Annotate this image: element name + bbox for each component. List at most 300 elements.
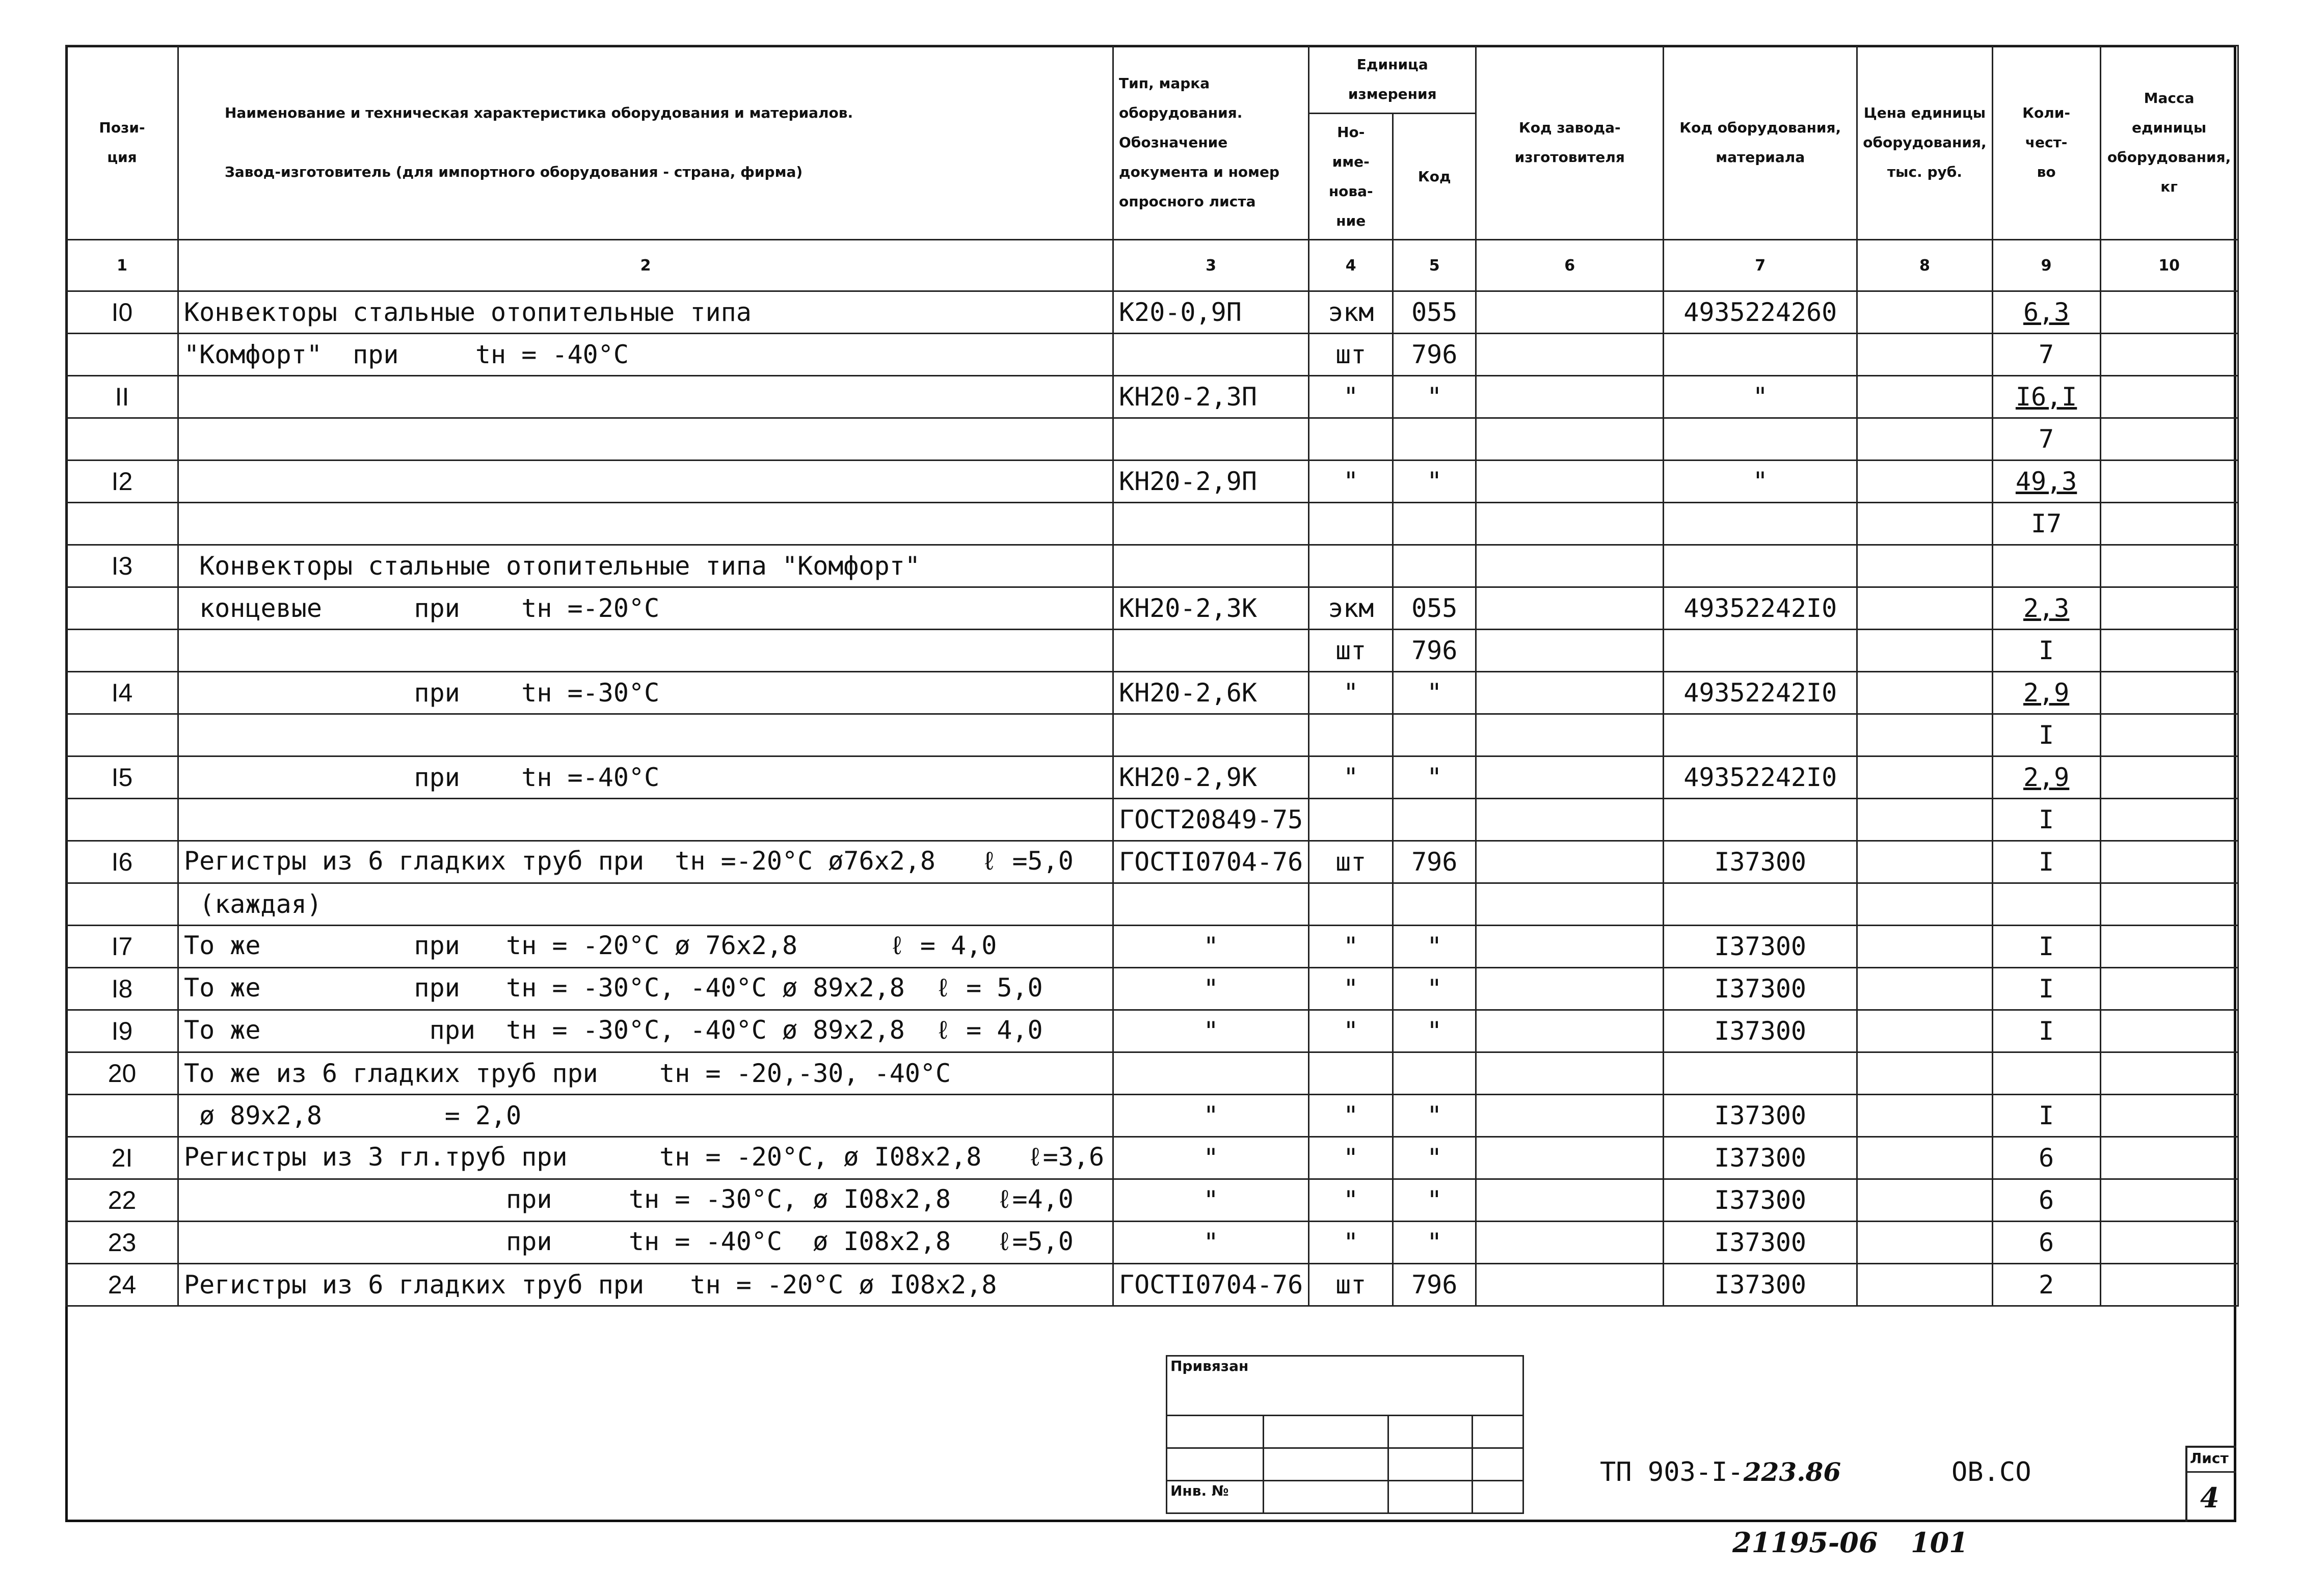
cell-mass: [2100, 672, 2238, 714]
cell-type: ": [1113, 1095, 1309, 1137]
cell-qty: [1992, 545, 2100, 587]
cell-mass: [2100, 841, 2238, 883]
cell-unit: [1309, 418, 1393, 461]
col-header-equipment-code: Код оборудования, материала: [1664, 46, 1857, 240]
cell-pos: I5: [66, 756, 178, 799]
cell-unit: шт: [1309, 630, 1393, 672]
cell-ucode: 796: [1393, 630, 1476, 672]
cell-code: I37300: [1664, 1095, 1857, 1137]
cell-qty: [1992, 968, 2100, 1010]
quantity-value: I: [2039, 1101, 2054, 1130]
col-number: 2: [178, 240, 1113, 291]
table-row: [66, 418, 2238, 461]
cell-plant: [1476, 714, 1664, 756]
cell-name: при tн =-40°C: [178, 756, 1113, 799]
cell-plant: [1476, 418, 1664, 461]
cell-unit: экм: [1309, 291, 1393, 334]
cell-unit: [1309, 503, 1393, 545]
cell-ucode: 055: [1393, 291, 1476, 334]
table-row: [66, 1179, 2238, 1222]
cell-mass: [2100, 883, 2238, 926]
table-row: [66, 926, 2238, 968]
cell-pos: I3: [66, 545, 178, 587]
archive-page: 101: [1911, 1526, 1968, 1559]
cell-type: [1113, 630, 1309, 672]
cell-ucode: ": [1393, 376, 1476, 418]
cell-name: То же при tн = -20°C ø 76x2,8 ℓ = 4,0: [178, 926, 1113, 968]
cell-pos: 22: [66, 1179, 178, 1222]
table-row: [66, 291, 2238, 334]
cell-ucode: ": [1393, 926, 1476, 968]
quantity-value: I6,I: [2015, 382, 2077, 412]
cell-type: ГОСТI0704-76: [1113, 841, 1309, 883]
archive-number: 21195-06: [1732, 1526, 1878, 1559]
cell-mass: [2100, 968, 2238, 1010]
cell-unit: [1309, 714, 1393, 756]
cell-qty: [1992, 376, 2100, 418]
doc-code-handwritten: 223.86: [1743, 1457, 1841, 1487]
col-header-price: Цена единицы оборудования, тыс. руб.: [1857, 46, 1992, 240]
table-row: [66, 461, 2238, 503]
cell-code: 49352242I0: [1664, 587, 1857, 630]
cell-price: [1857, 461, 1992, 503]
cell-price: [1857, 1137, 1992, 1179]
cell-plant: [1476, 1179, 1664, 1222]
cell-name: [178, 461, 1113, 503]
cell-type: [1113, 545, 1309, 587]
col-header-mass: Масса единицы оборудования, кг: [2100, 46, 2238, 240]
cell-code: [1664, 1052, 1857, 1095]
quantity-value: 2,9: [2023, 763, 2070, 792]
cell-mass: [2100, 545, 2238, 587]
cell-price: [1857, 1179, 1992, 1222]
quantity-value: 6: [2039, 1228, 2054, 1257]
cell-name: (каждая): [178, 883, 1113, 926]
col-header-unit-group: Единица измерения: [1309, 46, 1476, 114]
cell-pos: 20: [66, 1052, 178, 1095]
cell-mass: [2100, 630, 2238, 672]
cell-ucode: ": [1393, 672, 1476, 714]
cell-pos: II: [66, 376, 178, 418]
col-number: 9: [1992, 240, 2100, 291]
cell-code: I37300: [1664, 1137, 1857, 1179]
cell-pos: [66, 418, 178, 461]
table-row: [66, 1052, 2238, 1095]
cell-mass: [2100, 799, 2238, 841]
cell-name: [178, 503, 1113, 545]
col-number: 7: [1664, 240, 1857, 291]
quantity-value: I: [2039, 805, 2054, 834]
cell-mass: [2100, 291, 2238, 334]
cell-type: КН20-2,9П: [1113, 461, 1309, 503]
cell-qty: [1992, 1264, 2100, 1306]
quantity-value: 2,9: [2023, 678, 2070, 708]
cell-price: [1857, 587, 1992, 630]
cell-ucode: [1393, 1052, 1476, 1095]
cell-name: "Комфорт" при tн = -40°C: [178, 334, 1113, 376]
cell-type: ": [1113, 1179, 1309, 1222]
cell-pos: [66, 883, 178, 926]
cell-plant: [1476, 334, 1664, 376]
quantity-value: 2,3: [2023, 593, 2070, 623]
col-header-unit-name: Но- име- нова- ние: [1309, 114, 1393, 240]
cell-unit: [1309, 883, 1393, 926]
cell-ucode: 055: [1393, 587, 1476, 630]
cell-code: [1664, 630, 1857, 672]
cell-mass: [2100, 1137, 2238, 1179]
cell-name: Регистры из 6 гладких труб при tн =-20°C ø76x2,8 ℓ =5,0: [178, 841, 1113, 883]
table-row: [66, 1264, 2238, 1306]
cell-qty: [1992, 503, 2100, 545]
table-row: [66, 630, 2238, 672]
cell-qty: [1992, 714, 2100, 756]
cell-mass: [2100, 376, 2238, 418]
cell-ucode: [1393, 799, 1476, 841]
cell-name: концевые при tн =-20°C: [178, 587, 1113, 630]
cell-type: [1113, 334, 1309, 376]
col-number: 6: [1476, 240, 1664, 291]
quantity-value: 49,3: [2015, 467, 2077, 496]
cell-unit: ": [1309, 1137, 1393, 1179]
cell-price: [1857, 1222, 1992, 1264]
cell-code: ": [1664, 376, 1857, 418]
cell-ucode: ": [1393, 1137, 1476, 1179]
cell-pos: 2I: [66, 1137, 178, 1179]
cell-mass: [2100, 1010, 2238, 1052]
cell-plant: [1476, 672, 1664, 714]
cell-type: ": [1113, 968, 1309, 1010]
cell-ucode: ": [1393, 1222, 1476, 1264]
cell-plant: [1476, 883, 1664, 926]
table-row: [66, 1222, 2238, 1264]
table-row: [66, 799, 2238, 841]
cell-mass: [2100, 587, 2238, 630]
cell-pos: [66, 334, 178, 376]
table-row: [66, 503, 2238, 545]
cell-type: [1113, 418, 1309, 461]
cell-unit: ": [1309, 1095, 1393, 1137]
cell-unit: ": [1309, 376, 1393, 418]
table-row: [66, 883, 2238, 926]
cell-code: I37300: [1664, 1264, 1857, 1306]
cell-name: при tн =-30°C: [178, 672, 1113, 714]
cell-type: КН20-2,9К: [1113, 756, 1309, 799]
cell-pos: [66, 503, 178, 545]
cell-mass: [2100, 334, 2238, 376]
cell-price: [1857, 883, 1992, 926]
cell-type: ": [1113, 1010, 1309, 1052]
cell-code: [1664, 334, 1857, 376]
cell-pos: [66, 587, 178, 630]
cell-unit: ": [1309, 968, 1393, 1010]
cell-price: [1857, 672, 1992, 714]
cell-unit: [1309, 799, 1393, 841]
sheet-label: Лист: [2190, 1450, 2229, 1467]
col-number: 8: [1857, 240, 1992, 291]
cell-code: 49352242I0: [1664, 756, 1857, 799]
cell-type: [1113, 714, 1309, 756]
cell-price: [1857, 334, 1992, 376]
column-number-row: [66, 240, 2238, 291]
cell-unit: ": [1309, 1179, 1393, 1222]
cell-qty: [1992, 926, 2100, 968]
cell-ucode: ": [1393, 1095, 1476, 1137]
binding-stamp: [1166, 1355, 1524, 1514]
cell-pos: [66, 1095, 178, 1137]
cell-unit: ": [1309, 461, 1393, 503]
col-number: 1: [66, 240, 178, 291]
col-number: 3: [1113, 240, 1309, 291]
cell-pos: 24: [66, 1264, 178, 1306]
cell-pos: 23: [66, 1222, 178, 1264]
cell-code: [1664, 883, 1857, 926]
cell-qty: [1992, 291, 2100, 334]
cell-code: I37300: [1664, 968, 1857, 1010]
cell-qty: [1992, 334, 2100, 376]
quantity-value: 6: [2039, 1185, 2054, 1215]
cell-mass: [2100, 714, 2238, 756]
cell-name: при tн = -40°C ø I08x2,8 ℓ=5,0: [178, 1222, 1113, 1264]
table-row: [66, 1095, 2238, 1137]
table-row: [66, 672, 2238, 714]
quantity-value: I: [2039, 974, 2054, 1004]
cell-type: [1113, 503, 1309, 545]
cell-mass: [2100, 926, 2238, 968]
cell-unit: шт: [1309, 841, 1393, 883]
cell-unit: ": [1309, 1010, 1393, 1052]
cell-price: [1857, 1052, 1992, 1095]
cell-plant: [1476, 1264, 1664, 1306]
quantity-value: I: [2039, 932, 2054, 961]
cell-name: Конвекторы стальные отопительные типа "Комфорт": [178, 545, 1113, 587]
col-header-name: Наименование и техническая характеристика оборудования и материалов. Завод-изготовитель (для импортного оборудования - страна, фирма): [178, 46, 1113, 240]
quantity-value: 2: [2039, 1270, 2054, 1300]
cell-ucode: 796: [1393, 841, 1476, 883]
cell-mass: [2100, 1222, 2238, 1264]
cell-code: I37300: [1664, 926, 1857, 968]
quantity-value: 7: [2039, 340, 2054, 369]
cell-qty: [1992, 461, 2100, 503]
cell-name: [178, 630, 1113, 672]
cell-pos: I9: [66, 1010, 178, 1052]
cell-qty: [1992, 630, 2100, 672]
cell-plant: [1476, 1052, 1664, 1095]
cell-price: [1857, 756, 1992, 799]
cell-qty: [1992, 841, 2100, 883]
cell-qty: [1992, 1222, 2100, 1264]
cell-type: ГОСТI0704-76: [1113, 1264, 1309, 1306]
col-number: 10: [2100, 240, 2238, 291]
cell-name: при tн = -30°C, ø I08x2,8 ℓ=4,0: [178, 1179, 1113, 1222]
cell-plant: [1476, 587, 1664, 630]
cell-price: [1857, 376, 1992, 418]
cell-plant: [1476, 630, 1664, 672]
cell-unit: шт: [1309, 334, 1393, 376]
cell-mass: [2100, 503, 2238, 545]
quantity-value: 6: [2039, 1143, 2054, 1173]
cell-unit: ": [1309, 756, 1393, 799]
cell-plant: [1476, 1137, 1664, 1179]
cell-unit: [1309, 545, 1393, 587]
cell-plant: [1476, 968, 1664, 1010]
cell-ucode: ": [1393, 1179, 1476, 1222]
cell-price: [1857, 799, 1992, 841]
cell-plant: [1476, 841, 1664, 883]
cell-plant: [1476, 1095, 1664, 1137]
cell-code: I37300: [1664, 841, 1857, 883]
col-header-type: Тип, марка оборудования. Обозначение документа и номер опросного листа: [1113, 46, 1309, 240]
table-row: [66, 376, 2238, 418]
cell-code: I37300: [1664, 1010, 1857, 1052]
cell-name: То же при tн = -30°C, -40°C ø 89x2,8 ℓ = 4,0: [178, 1010, 1113, 1052]
cell-price: [1857, 926, 1992, 968]
cell-type: КН20-2,3П: [1113, 376, 1309, 418]
cell-ucode: ": [1393, 461, 1476, 503]
cell-price: [1857, 1264, 1992, 1306]
cell-qty: [1992, 1137, 2100, 1179]
cell-plant: [1476, 291, 1664, 334]
cell-code: 4935224260: [1664, 291, 1857, 334]
cell-type: ": [1113, 1137, 1309, 1179]
quantity-value: I: [2039, 847, 2054, 877]
cell-qty: [1992, 672, 2100, 714]
cell-type: КН20-2,3К: [1113, 587, 1309, 630]
cell-code: [1664, 799, 1857, 841]
cell-ucode: [1393, 418, 1476, 461]
cell-ucode: [1393, 714, 1476, 756]
header-row: [66, 46, 2238, 114]
cell-qty: [1992, 799, 2100, 841]
cell-name: [178, 418, 1113, 461]
cell-plant: [1476, 1010, 1664, 1052]
cell-code: [1664, 503, 1857, 545]
table-row: [66, 968, 2238, 1010]
cell-name: Регистры из 6 гладких труб при tн = -20°C ø I08x2,8: [178, 1264, 1113, 1306]
cell-name: [178, 799, 1113, 841]
cell-ucode: 796: [1393, 1264, 1476, 1306]
cell-unit: экм: [1309, 587, 1393, 630]
cell-name: То же при tн = -30°C, -40°C ø 89x2,8 ℓ = 5,0: [178, 968, 1113, 1010]
cell-mass: [2100, 1264, 2238, 1306]
cell-price: [1857, 545, 1992, 587]
cell-mass: [2100, 756, 2238, 799]
table-row: [66, 334, 2238, 376]
cell-pos: [66, 714, 178, 756]
cell-mass: [2100, 461, 2238, 503]
cell-pos: I0: [66, 291, 178, 334]
cell-price: [1857, 1095, 1992, 1137]
cell-ucode: ": [1393, 968, 1476, 1010]
cell-mass: [2100, 1095, 2238, 1137]
table-row: [66, 1010, 2238, 1052]
cell-type: ": [1113, 926, 1309, 968]
col-number: 4: [1309, 240, 1393, 291]
cell-plant: [1476, 376, 1664, 418]
cell-qty: [1992, 1010, 2100, 1052]
quantity-value: 6,3: [2023, 297, 2070, 327]
cell-type: ": [1113, 1222, 1309, 1264]
cell-qty: [1992, 1052, 2100, 1095]
quantity-value: I: [2039, 720, 2054, 750]
table-row: [66, 587, 2238, 630]
col-header-unit-code: Код: [1393, 114, 1476, 240]
cell-qty: [1992, 1179, 2100, 1222]
col-header-position: Пози- ция: [66, 46, 178, 240]
quantity-value: 7: [2039, 424, 2054, 454]
cell-qty: [1992, 587, 2100, 630]
table-row: [66, 756, 2238, 799]
cell-mass: [2100, 1179, 2238, 1222]
cell-plant: [1476, 799, 1664, 841]
cell-type: КН20-2,6К: [1113, 672, 1309, 714]
col-header-plant-code: Код завода-изготовителя: [1476, 46, 1664, 240]
cell-unit: шт: [1309, 1264, 1393, 1306]
cell-price: [1857, 630, 1992, 672]
cell-pos: I4: [66, 672, 178, 714]
cell-pos: I2: [66, 461, 178, 503]
cell-unit: ": [1309, 926, 1393, 968]
table-row: [66, 545, 2238, 587]
cell-price: [1857, 1010, 1992, 1052]
cell-price: [1857, 291, 1992, 334]
cell-pos: I7: [66, 926, 178, 968]
cell-pos: I6: [66, 841, 178, 883]
cell-qty: [1992, 883, 2100, 926]
cell-name: Регистры из 3 гл.труб при tн = -20°C, ø I08x2,8 ℓ=3,6: [178, 1137, 1113, 1179]
cell-type: [1113, 883, 1309, 926]
cell-ucode: [1393, 883, 1476, 926]
cell-plant: [1476, 1222, 1664, 1264]
cell-price: [1857, 841, 1992, 883]
cell-qty: [1992, 756, 2100, 799]
cell-pos: [66, 799, 178, 841]
specification-table: [65, 45, 2239, 1307]
cell-name: [178, 376, 1113, 418]
cell-ucode: 796: [1393, 334, 1476, 376]
table-row: [66, 841, 2238, 883]
cell-code: [1664, 545, 1857, 587]
quantity-value: I: [2039, 1016, 2054, 1046]
cell-code: [1664, 714, 1857, 756]
cell-ucode: ": [1393, 1010, 1476, 1052]
cell-name: [178, 714, 1113, 756]
cell-price: [1857, 503, 1992, 545]
cell-plant: [1476, 461, 1664, 503]
cell-code: [1664, 418, 1857, 461]
cell-code: I37300: [1664, 1222, 1857, 1264]
cell-pos: [66, 630, 178, 672]
cell-mass: [2100, 1052, 2238, 1095]
col-number: 5: [1393, 240, 1476, 291]
sheet-number: 4: [2200, 1481, 2219, 1514]
cell-mass: [2100, 418, 2238, 461]
cell-ucode: [1393, 503, 1476, 545]
stamp-inv-label: Инв. №: [1167, 1481, 1264, 1513]
doc-code: ТП 903-I-223.86: [1600, 1457, 1841, 1487]
quantity-value: I: [2039, 636, 2054, 665]
cell-plant: [1476, 756, 1664, 799]
cell-code: 49352242I0: [1664, 672, 1857, 714]
cell-pos: I8: [66, 968, 178, 1010]
cell-name: То же из 6 гладких труб при tн = -20,-30, -40°C: [178, 1052, 1113, 1095]
cell-name: ø 89x2,8 = 2,0: [178, 1095, 1113, 1137]
cell-type: [1113, 1052, 1309, 1095]
cell-plant: [1476, 926, 1664, 968]
cell-ucode: [1393, 545, 1476, 587]
cell-qty: [1992, 418, 2100, 461]
cell-type: ГОСТ20849-75: [1113, 799, 1309, 841]
cell-unit: [1309, 1052, 1393, 1095]
